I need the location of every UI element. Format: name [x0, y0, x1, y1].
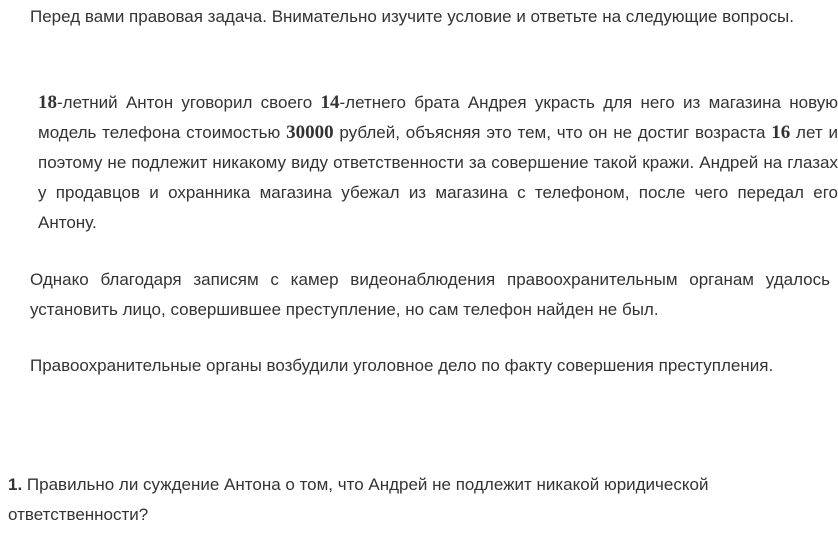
criminal-case-paragraph — [8, 351, 830, 381]
question-1 — [8, 470, 808, 530]
evidence-paragraph — [8, 265, 830, 325]
case-text-2: -летнего брата Андрея украсть для него из магазина новую модель телефона стоимостью — [38, 93, 838, 142]
question-1-text: Правильно ли суждение Антона о том, что Андрей не подлежит никакой юридической ответственности? — [8, 475, 709, 524]
age-anton: 18 — [38, 92, 57, 113]
criminal-case-text: Правоохранительные органы возбудили уголовное дело по факту совершения преступления. — [30, 356, 774, 375]
phone-price: 30000 — [286, 122, 334, 143]
case-paragraph — [8, 88, 838, 238]
intro-text: Перед вами правовая задача. Внимательно изучите условие и ответьте на следующие вопросы. — [30, 7, 794, 26]
case-text-3: рублей, объясняя это тем, что он не достиг возраста — [333, 123, 772, 142]
intro-paragraph — [8, 2, 830, 32]
age-andrey: 14 — [320, 92, 340, 113]
evidence-text: Однако благодаря записям с камер видеонаблюдения правоохранительным органам удалось установить лицо, совершившее преступление, но сам телефон найден не был. — [30, 270, 830, 319]
question-1-number: 1. — [8, 475, 23, 494]
age-threshold: 16 — [771, 122, 791, 143]
case-text-4: лет и поэтому не подлежит никакому виду ответственности за совершение такой кражи. Андрей на глазах у продавцов и охранника магазина убежал из магазина с телефоном, после чего передал его Антону. — [38, 123, 838, 232]
case-text-1: -летний Антон уговорил своего — [57, 93, 321, 112]
